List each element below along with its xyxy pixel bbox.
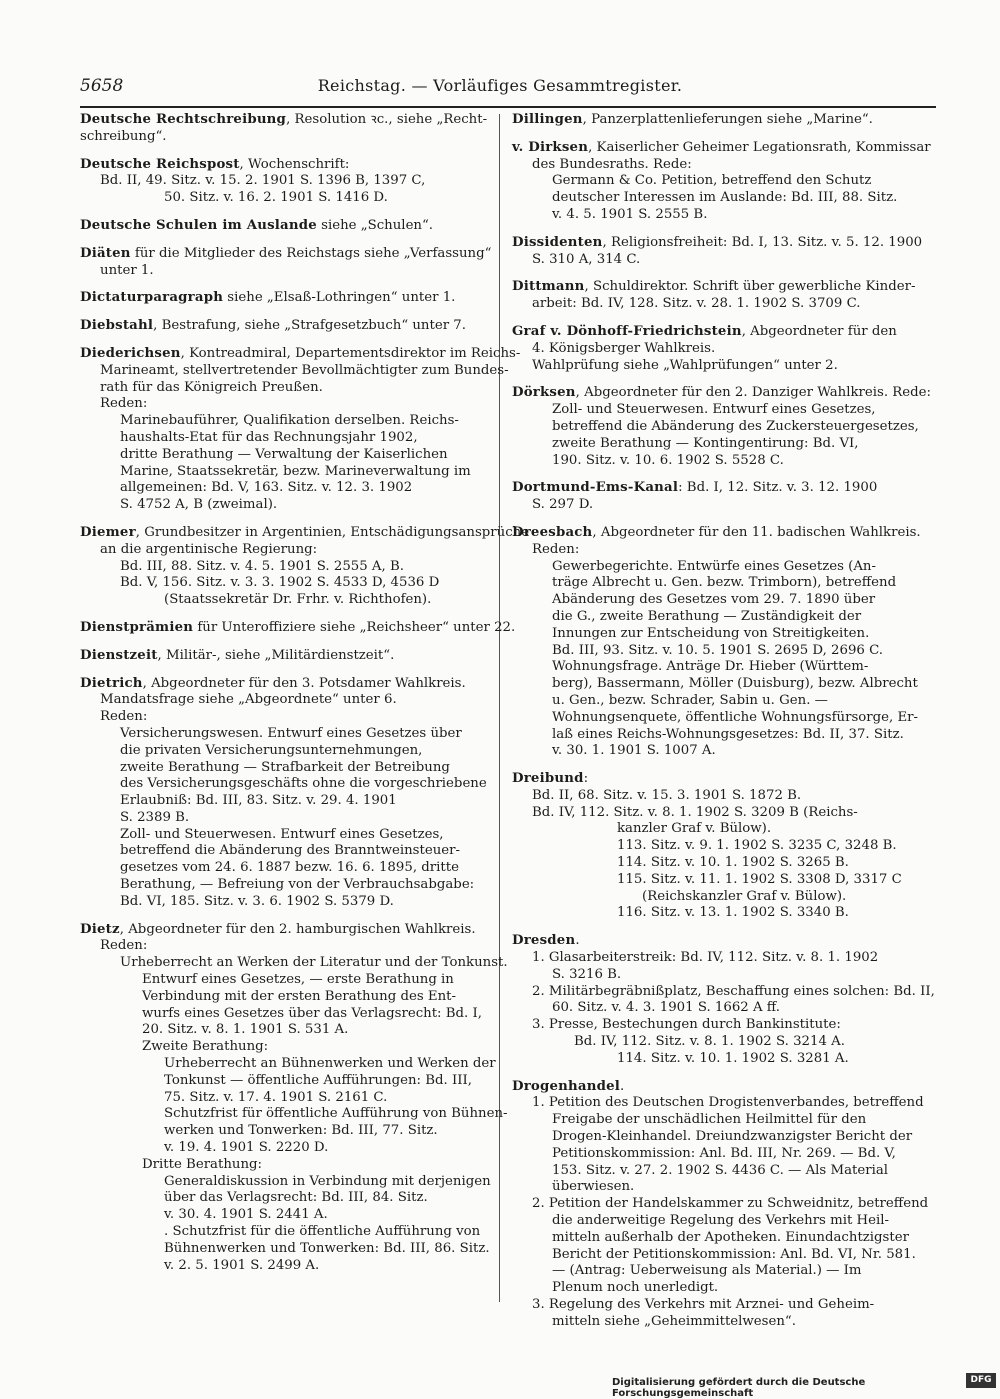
entry-line: werken und Tonwerken: Bd. III, 77. Sitz. [164,1123,438,1139]
entry-line: betreffend die Abänderung des Branntweinsteuer- [120,843,460,859]
entry-headword-line: Dissidenten, Religionsfreiheit: Bd. I, 13. Sitz. v. 5. 12. 1900 [512,234,923,250]
entry-line: Schutzfrist für öffentliche Aufführung von Bühnen- [164,1106,508,1122]
digitization-credit: Digitalisierung gefördert durch die Deutsche Forschungsgemeinschaft [612,1377,866,1399]
entry-line: berg), Bassermann, Möller (Duisburg), bezw. Albrecht [552,676,918,692]
entry-line: über das Verlagsrecht: Bd. III, 84. Sitz. [164,1190,428,1206]
entry-line: Bd. III, 88. Sitz. v. 4. 5. 1901 S. 2555 A, B. [120,558,404,574]
entry-line: Urheberrecht an Werken der Literatur und der Tonkunst. [120,955,508,971]
index-entry [512,385,936,469]
entry-headword-line: v. Dirksen, Kaiserlicher Geheimer Legationsrath, Kommissar [512,139,931,155]
entry-line: 114. Sitz. v. 10. 1. 1902 S. 3281 A. [617,1050,849,1066]
header-rule [80,106,936,108]
entry-line: v. 30. 1. 1901 S. 1007 A. [552,743,716,759]
entry-headword-line: Deutsche Reichspost, Wochenschrift: [80,156,350,172]
entry-line: . Schutzfrist für die öffentliche Aufführung von [164,1224,481,1240]
entry-headword-line: Drogenhandel. [512,1078,625,1094]
entry-line: Bd. IV, 112. Sitz. v. 8. 1. 1902 S. 3209 B (Reichs- [532,804,858,820]
entry-line: Plenum noch unerledigt. [552,1280,719,1296]
entry-line: die G., zweite Berathung — Zuständigkeit der [552,608,862,624]
index-entry [80,524,530,609]
index-entry [80,218,485,235]
entry-line: mitteln außerhalb der Apotheken. Einundachtzigster [552,1229,909,1245]
entry-line: die privaten Versicherungsunternehmungen, [120,742,423,758]
entry-headword-line: Dittmann, Schuldirektor. Schrift über gewerbliche Kinder- [512,279,916,295]
entry-headword-line: Deutsche Rechtschreibung, Resolution ꝛc., siehe „Recht- [80,112,488,127]
entry-line: 3. Regelung des Verkehrs mit Arznei- und Geheim- [532,1297,875,1312]
entry-line: zweite Berathung — Strafbarkeit der Betreibung [120,759,450,775]
entry-line: 190. Sitz. v. 10. 6. 1902 S. 5528 C. [552,452,784,468]
entry-line: allgemeinen: Bd. V, 163. Sitz. v. 12. 3. 1902 [120,480,413,496]
entry-line: rath für das Königreich Preußen. [100,379,323,395]
entry-line: Bd. II, 68. Sitz. v. 15. 3. 1901 S. 1872 B. [532,787,802,803]
index-entry [512,525,936,760]
entry-line: gesetzes vom 24. 6. 1887 bezw. 16. 6. 1895, dritte [120,860,459,876]
entry-line: Versicherungswesen. Entwurf eines Gesetzes über [120,725,462,741]
entry-line: 20. Sitz. v. 8. 1. 1901 S. 531 A. [142,1022,349,1038]
entry-line: Tonkunst — öffentliche Aufführungen: Bd. III, [164,1072,472,1088]
index-entry [512,112,936,129]
index-entry [512,279,936,313]
entry-line: Erlaubniß: Bd. III, 83. Sitz. v. 29. 4. 1901 [120,793,397,809]
entry-line: v. 19. 4. 1901 S. 2220 D. [164,1140,329,1156]
entry-line: v. 2. 5. 1901 S. 2499 A. [164,1257,320,1273]
entry-line: die anderweitige Regelung des Verkehrs mit Heil- [552,1213,890,1229]
index-entry [80,921,508,1275]
index-entry [80,619,516,637]
entry-line: S. 4752 A, B (zweimal). [120,497,278,513]
entry-line: schreibung“. [80,128,167,144]
entry-headword-line: Dietz, Abgeordneter für den 2. hamburgischen Wahlkreis. [80,921,476,937]
index-entry [512,771,936,922]
entry-headword-line: Diederichsen, Kontreadmiral, Departementsdirektor im Reichs- [80,345,521,361]
index-entry [80,157,485,207]
entry-line: Abänderung des Gesetzes vom 29. 7. 1890 über [552,592,876,608]
entry-headword-line: Dillingen, Panzerplattenlieferungen siehe „Marine“. [512,112,873,127]
page-number: 5658 [80,76,124,96]
entry-line: Bd. II, 49. Sitz. v. 15. 2. 1901 S. 1396 B, 1397 C, [100,173,426,189]
entry-line: 3. Presse, Bestechungen durch Bankinstitute: [532,1017,841,1033]
entry-line: 116. Sitz. v. 13. 1. 1902 S. 3340 B. [617,905,849,921]
entry-line: Bühnenwerken und Tonwerken: Bd. III, 86. Sitz. [164,1240,490,1256]
entry-line: v. 4. 5. 1901 S. 2555 B. [552,206,708,222]
index-entry [512,140,936,224]
entry-line: 60. Sitz. v. 4. 3. 1901 S. 1662 A ff. [552,1000,781,1016]
entry-line: Bd. VI, 185. Sitz. v. 3. 6. 1902 S. 5379 D. [120,893,394,909]
entry-line: Mandatsfrage siehe „Abgeordnete“ unter 6. [100,692,397,708]
entry-line: Entwurf eines Gesetzes, — erste Berathung in [142,972,454,988]
entry-line: Petitionskommission: Anl. Bd. III, Nr. 269. — Bd. V, [552,1145,896,1161]
entry-line: 4. Königsberger Wahlkreis. [532,340,716,356]
entry-line: Gewerbegerichte. Entwürfe eines Gesetzes (An- [552,558,876,574]
entry-line: v. 30. 4. 1901 S. 2441 A. [164,1207,328,1223]
entry-line: Bd. IV, 112. Sitz. v. 8. 1. 1902 S. 3214 A. [574,1034,845,1050]
entry-line: des Versicherungsgeschäfts ohne die vorgeschriebene [120,776,487,792]
entry-line: deutscher Interessen im Auslande: Bd. III, 88. Sitz. [552,190,898,206]
entry-line: S. 297 D. [532,497,594,513]
entry-line: mitteln siehe „Geheimmittelwesen“. [552,1313,796,1329]
entry-line: 1. Petition des Deutschen Drogistenverbandes, betreffend [532,1095,924,1111]
index-entry [80,290,485,307]
entry-headword-line: Dietrich, Abgeordneter für den 3. Potsdamer Wahlkreis. [80,675,466,691]
entry-line: Germann & Co. Petition, betreffend den Schutz [552,173,872,189]
entry-line: laß eines Reichs-Wohnungsgesetzes: Bd. II, 37. Sitz. [552,726,904,742]
dfg-logo: DFG [966,1373,996,1388]
entry-line: betreffend die Abänderung des Zuckersteuergesetzes, [552,418,919,434]
entry-headword-line: Dreesbach, Abgeordneter für den 11. badischen Wahlkreis. [512,524,921,540]
entry-line: des Bundesraths. Rede: [532,156,692,172]
entry-line: Urheberrecht an Bühnenwerken und Werken der [164,1056,496,1072]
entry-line: unter 1. [100,262,154,278]
right-column [512,112,936,1329]
entry-line: Dritte Berathung: [142,1156,263,1172]
entry-line: dritte Berathung — Verwaltung der Kaiserlichen [120,446,448,462]
entry-line: an die argentinische Regierung: [100,541,318,557]
entry-line: Innungen zur Entscheidung von Streitigkeiten. [552,625,870,641]
entry-headword-line: Dortmund-Ems-Kanal: Bd. I, 12. Sitz. v. 3. 12. 1900 [512,480,878,496]
index-entry [512,480,936,514]
entry-line: S. 3216 B. [552,966,622,982]
entry-line: 115. Sitz. v. 11. 1. 1902 S. 3308 D, 3317 C [617,871,902,887]
entry-line: Zweite Berathung: [142,1039,269,1055]
entry-line: 113. Sitz. v. 9. 1. 1902 S. 3235 C, 3248 B. [617,838,897,854]
entry-line: träge Albrecht u. Gen. bezw. Trimborn), betreffend [552,575,897,591]
entry-line: arbeit: Bd. IV, 128. Sitz. v. 28. 1. 1902 S. 3709 C. [532,296,861,312]
index-entry [512,324,936,374]
entry-line: Zoll- und Steuerwesen. Entwurf eines Gesetzes, [120,826,444,842]
entry-headword-line: Dictaturparagraph siehe „Elsaß-Lothringen“ unter 1. [80,290,456,306]
index-entry [512,1079,936,1331]
entry-line: Marine, Staatssekretär, bezw. Marineverwaltung im [120,463,471,479]
entry-line: S. 2389 B. [120,809,190,825]
entry-line: Bd. V, 156. Sitz. v. 3. 3. 1902 S. 4533 D, 4536 D [120,575,440,591]
entry-headword-line: Dresden. [512,933,580,949]
index-entry [80,318,485,335]
index-entry [80,112,488,146]
entry-line: S. 310 A, 314 C. [532,251,641,267]
entry-line: 1. Glasarbeiterstreik: Bd. IV, 112. Sitz. v. 8. 1. 1902 [532,950,879,966]
column-divider [499,114,500,1302]
entry-line: Berathung, — Befreiung von der Verbrauchsabgabe: [120,877,475,893]
entry-line: zweite Berathung — Kontingentirung: Bd. VI, [552,435,859,451]
entry-line: wurfs eines Gesetzes über das Verlagsrecht: Bd. I, [142,1005,482,1021]
index-entry [512,235,936,269]
entry-headword-line: Dreibund: [512,771,589,787]
entry-line: haushalts-Etat für das Rechnungsjahr 1902, [120,429,418,445]
entry-line: Wahlprüfung siehe „Wahlprüfungen“ unter 2. [532,357,838,373]
entry-line: (Staatssekretär Dr. Frhr. v. Richthofen). [164,592,432,608]
index-entry [80,648,485,665]
entry-line: u. Gen., bezw. Schrader, Sabin u. Gen. — [552,692,828,708]
entry-line: Reden: [100,709,148,725]
running-head: Reichstag. — Vorläufiges Gesammtregister. [317,76,683,95]
entry-line: Bd. III, 93. Sitz. v. 10. 5. 1901 S. 2695 D, 2696 C. [552,642,884,658]
entry-line: Bericht der Petitionskommission: Anl. Bd. VI, Nr. 581. [552,1246,916,1262]
entry-line: 75. Sitz. v. 17. 4. 1901 S. 2161 C. [164,1089,388,1105]
entry-line: kanzler Graf v. Bülow). [617,821,772,837]
entry-line: — (Antrag: Ueberweisung als Material.) — Im [552,1263,862,1279]
entry-line: Wohnungsfrage. Anträge Dr. Hieber (Württem- [552,659,869,675]
entry-line: Marineamt, stellvertretender Bevollmächtigter zum Bundes- [100,362,509,378]
entry-line: (Reichskanzler Graf v. Bülow). [642,888,847,904]
entry-line: Drogen-Kleinhandel. Dreiundzwanzigster Bericht der [552,1129,913,1145]
left-column [80,112,530,1302]
entry-line: 2. Petition der Handelskammer zu Schweidnitz, betreffend [532,1196,929,1212]
entry-line: 153. Sitz. v. 27. 2. 1902 S. 4436 C. — Als Material [552,1162,889,1178]
entry-line: 2. Militärbegräbnißplatz, Beschaffung eines solchen: Bd. II, [532,983,935,999]
entry-headword-line: Diäten für die Mitglieder des Reichstags siehe „Verfassung“ [80,245,492,261]
entry-line: Verbindung mit der ersten Berathung des Ent- [142,988,456,1004]
entry-line: Freigabe der unschädlichen Heilmittel für den [552,1112,867,1128]
entry-headword-line: Graf v. Dönhoff-Friedrichstein, Abgeordneter für den [512,323,897,339]
index-entry [80,676,485,911]
entry-line: Reden: [100,938,148,954]
entry-headword-line: Dörksen, Abgeordneter für den 2. Danziger Wahlkreis. Rede: [512,385,932,401]
entry-headword-line: Diebstahl, Bestrafung, siehe „Strafgesetzbuch“ unter 7. [80,318,466,334]
entry-line: Reden: [532,541,580,557]
index-entry [80,245,492,280]
entry-line: Reden: [100,396,148,412]
entry-line: Marinebauführer, Qualifikation derselben. Reichs- [120,413,459,429]
index-entry [80,345,521,514]
entry-line: 50. Sitz. v. 16. 2. 1901 S. 1416 D. [164,190,388,206]
entry-headword-line: Deutsche Schulen im Auslande siehe „Schulen“. [80,217,434,233]
entry-headword-line: Dienstzeit, Militär-, siehe „Militärdienstzeit“. [80,647,395,663]
entry-headword-line: Dienstprämien für Unteroffiziere siehe „Reichsheer“ unter 22. [80,619,516,635]
entry-line: Wohnungsenquete, öffentliche Wohnungsfürsorge, Er- [552,709,919,725]
entry-line: Generaldiskussion in Verbindung mit derjenigen [164,1173,491,1189]
entry-line: 114. Sitz. v. 10. 1. 1902 S. 3265 B. [617,855,849,871]
entry-line: überwiesen. [552,1179,635,1195]
entry-headword-line: Diemer, Grundbesitzer in Argentinien, Entschädigungsansprüche [80,524,530,540]
entry-line: Zoll- und Steuerwesen. Entwurf eines Gesetzes, [552,402,876,418]
index-entry [512,933,936,1067]
